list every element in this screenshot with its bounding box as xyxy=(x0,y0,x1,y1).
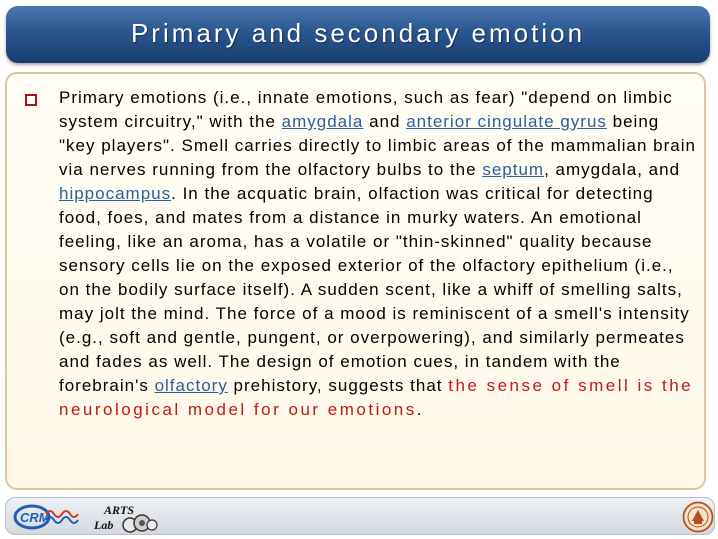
link-septum[interactable]: septum xyxy=(482,160,545,179)
slide-title-bar xyxy=(6,6,710,63)
body-text-5: . In the acquatic brain, olfaction was critical for detecting food, foes, and mates from a distance in murky waters. An emotional feeling, like an aroma, has a volatile or "thin-skinned" quality because sensory cells lie on the exposed exterior of the olfactory epithelium (i.e., on the bodily surface itself). A sudden scent, like a whiff of smelling salts, may jolt the mind. The force of a mood is reminiscent of a smell's intensity (e.g., soft and gentle, pungent, or overpowering), and similarly permeates and fades as well. The design of emotion cues, in tandem with the forebrain's xyxy=(59,184,690,395)
lab-logo-text: Lab xyxy=(94,518,114,532)
link-hippocampus[interactable]: hippocampus xyxy=(59,184,172,203)
body-paragraph xyxy=(59,86,699,422)
content-box xyxy=(5,72,706,490)
crm-logo-text: CRM xyxy=(20,510,50,525)
link-anterior-cingulate-gyrus[interactable]: anterior cingulate gyrus xyxy=(406,112,607,131)
arts-logo-text: ARTS xyxy=(104,503,135,517)
emphasis-text: the sense of smell is the neurological model for our emotions xyxy=(59,376,694,419)
university-seal-icon xyxy=(682,501,714,533)
body-text-6: prehistory, suggests that xyxy=(227,376,449,395)
arts-lab-logo-icon xyxy=(90,501,160,533)
body-text-3: being "key players". Smell carries directly to limbic areas of the mammalian brain via nerves running from the olfactory bulbs to the xyxy=(59,112,696,179)
crm-logo-icon xyxy=(12,502,84,532)
link-olfactory[interactable]: olfactory xyxy=(154,376,228,395)
body-text-7: . xyxy=(416,400,423,419)
body-text-2: and xyxy=(363,112,407,131)
bullet-square-icon xyxy=(25,94,37,106)
body-text-4: , amygdala, and xyxy=(544,160,681,179)
footer-bar xyxy=(5,497,715,535)
body-text-1: Primary emotions (i.e., innate emotions, such as fear) "depend on limbic system circuitry," with the xyxy=(59,88,673,131)
link-amygdala[interactable]: amygdala xyxy=(281,112,364,131)
slide-title: Primary and secondary emotion xyxy=(130,18,586,48)
